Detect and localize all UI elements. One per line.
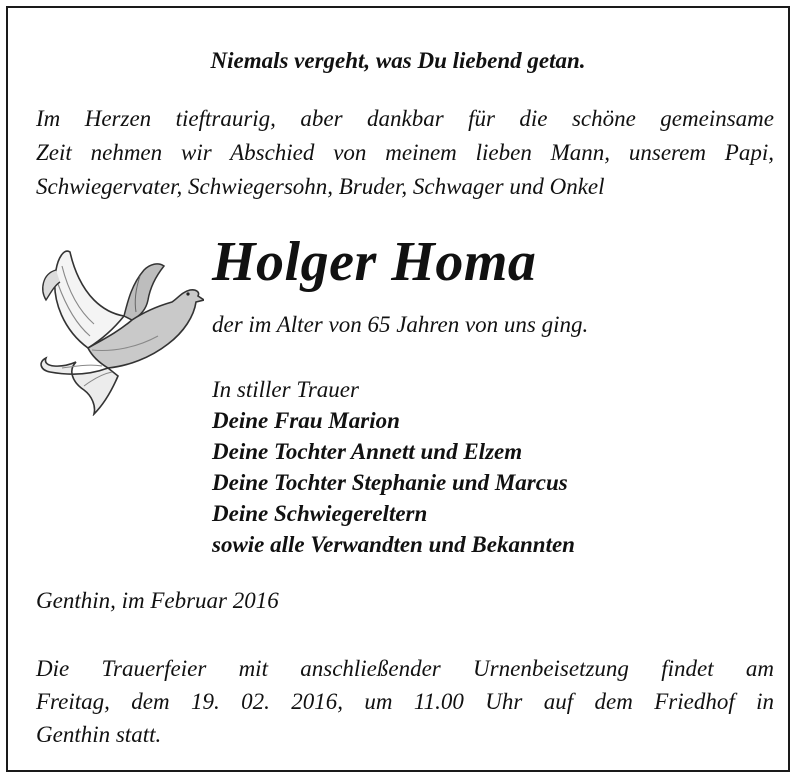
family-member: Deine Frau Marion bbox=[212, 408, 400, 433]
service-line: Die Trauerfeier mit anschließender Urnenbeisetzung findet am bbox=[36, 656, 774, 681]
intro-line: Zeit nehmen wir Abschied von meinem lieben Mann, unserem Papi, bbox=[36, 140, 774, 165]
mourning-intro: In stiller Trauer bbox=[212, 377, 359, 402]
family-member: Deine Schwiegereltern bbox=[212, 501, 428, 526]
intro-line: Schwiegervater, Schwiegersohn, Bruder, Schwager und Onkel bbox=[36, 174, 605, 199]
service-line: Freitag, dem 19. 02. 2016, um 11.00 Uhr auf dem Friedhof in bbox=[36, 689, 774, 714]
service-info bbox=[36, 652, 774, 751]
intro-line: Im Herzen tieftraurig, aber dankbar für die schöne gemeinsame bbox=[36, 106, 774, 131]
service-line: Genthin statt. bbox=[36, 722, 162, 747]
family-member: Deine Tochter Stephanie und Marcus bbox=[212, 470, 568, 495]
family-member: sowie alle Verwandten und Bekannten bbox=[212, 532, 575, 557]
intro-text bbox=[36, 102, 774, 204]
mourners-list bbox=[212, 374, 575, 560]
family-member: Deine Tochter Annett und Elzem bbox=[212, 439, 523, 464]
motto: Niemals vergeht, was Du liebend getan. bbox=[210, 48, 586, 73]
age-line: der im Alter von 65 Jahren von uns ging. bbox=[212, 312, 589, 337]
deceased-name: Holger Homa bbox=[212, 231, 537, 293]
place-date: Genthin, im Februar 2016 bbox=[36, 588, 279, 613]
dove-icon bbox=[32, 240, 204, 416]
obituary-notice bbox=[6, 6, 790, 772]
